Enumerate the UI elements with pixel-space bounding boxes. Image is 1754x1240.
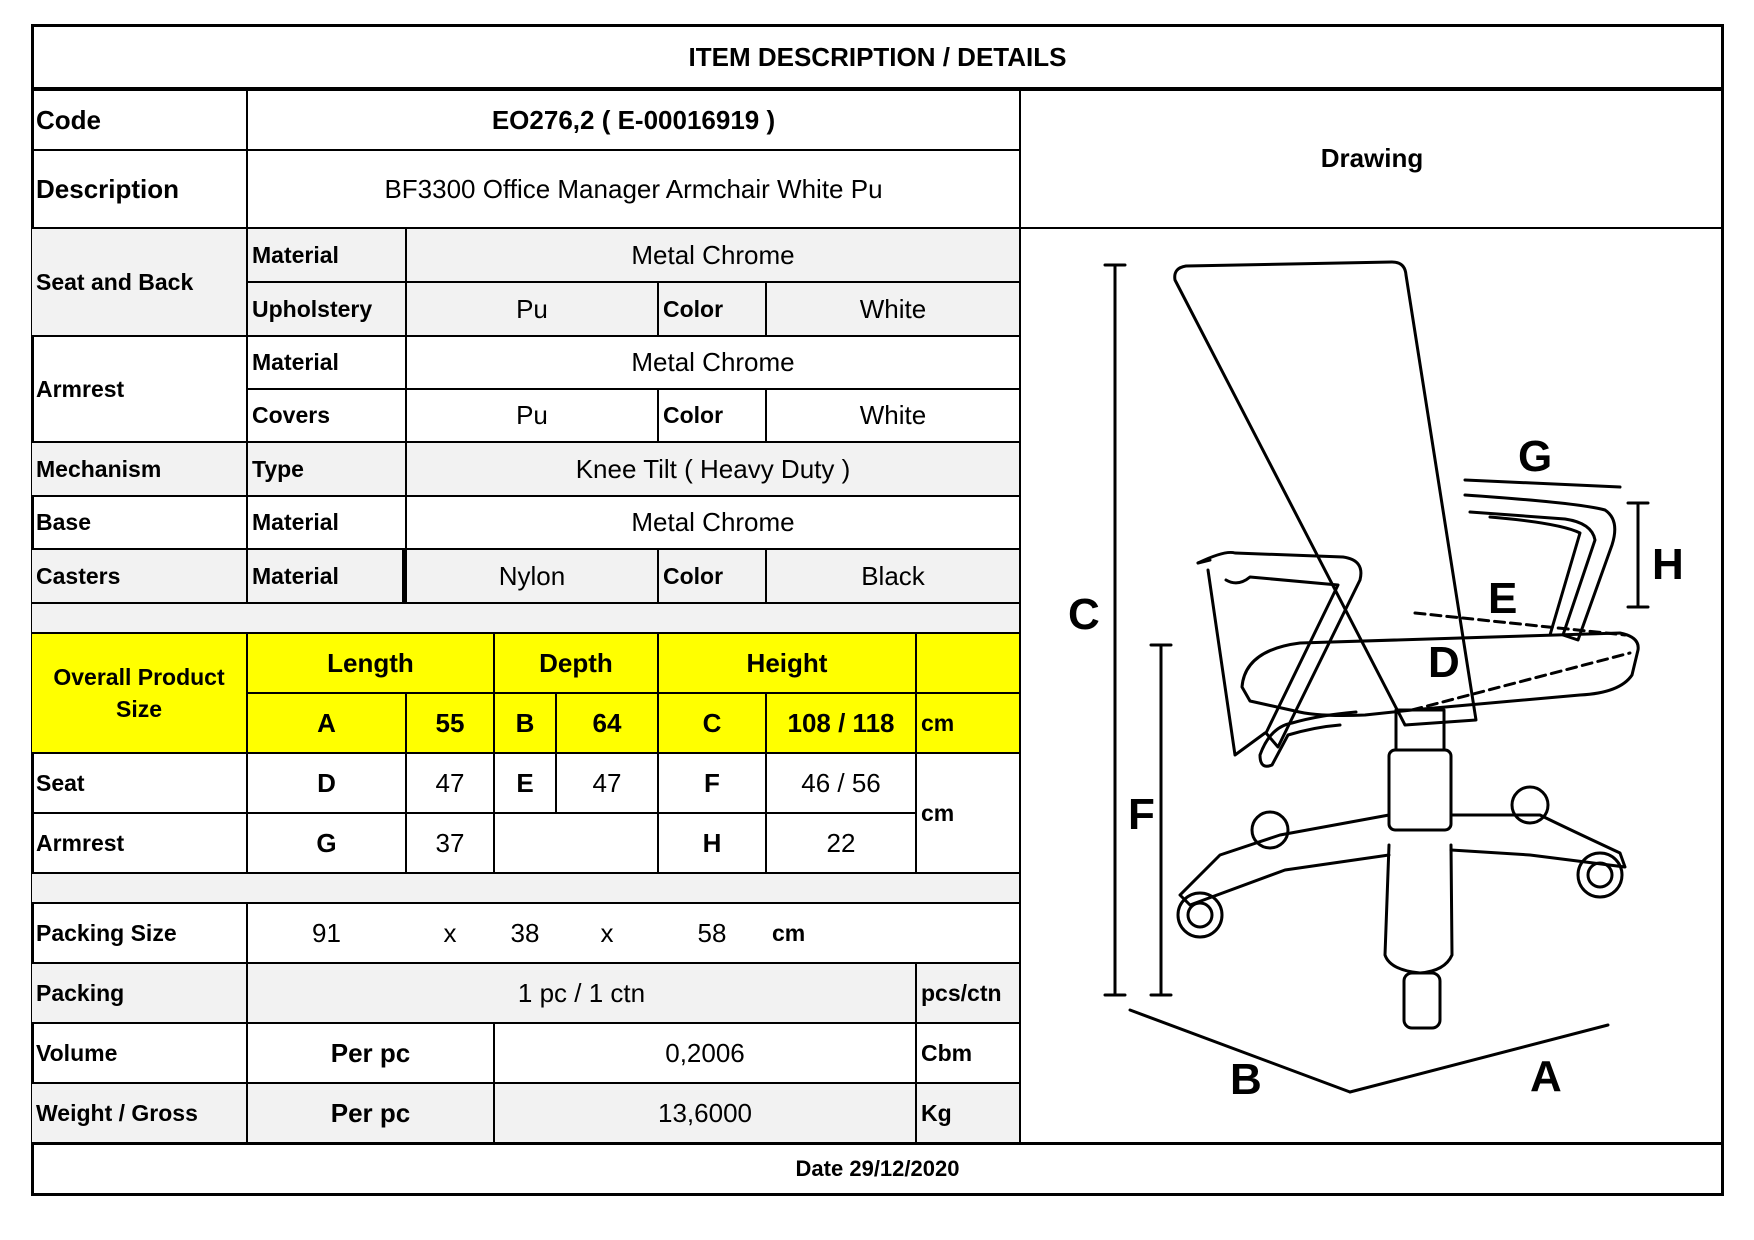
armrest-dims-label: Armrest xyxy=(31,813,247,873)
base-material-label: Material xyxy=(247,496,406,549)
length-header: Length xyxy=(247,633,494,693)
sheet-title: ITEM DESCRIPTION / DETAILS xyxy=(31,24,1724,90)
seat-dims-label: Seat xyxy=(31,753,247,813)
dim-c-letter: C xyxy=(658,693,766,753)
packing-size-unit: cm xyxy=(772,919,806,946)
date-footer: Date 29/12/2020 xyxy=(31,1143,1724,1196)
description-label: Description xyxy=(31,150,247,228)
armrest-material: Metal Chrome xyxy=(406,336,1020,389)
weight-label: Weight / Gross xyxy=(31,1083,247,1143)
casters-color: Black xyxy=(766,549,1020,603)
packing-x2: x xyxy=(600,917,614,948)
height-header: Height xyxy=(658,633,916,693)
packing-unit: pcs/ctn xyxy=(916,963,1020,1023)
code-value: EO276,2 ( E-00016919 ) xyxy=(247,90,1020,150)
drawing-label-g: G xyxy=(1518,432,1553,481)
dim-b-value: 64 xyxy=(556,693,658,753)
casters-label: Casters xyxy=(31,549,247,603)
armrest-empty-cell xyxy=(494,813,658,873)
spacer-row-2 xyxy=(31,873,1020,903)
dim-g-value: 37 xyxy=(406,813,494,873)
overall-size-label: Overall Product Size xyxy=(31,633,247,753)
packing-size-label: Packing Size xyxy=(31,903,247,963)
packing-width: 38 xyxy=(510,917,540,948)
weight-per: Per pc xyxy=(247,1083,494,1143)
overall-unit: cm xyxy=(916,693,1020,753)
packing-value: 1 pc / 1 ctn xyxy=(247,963,916,1023)
dim-d-letter: D xyxy=(247,753,406,813)
volume-per: Per pc xyxy=(247,1023,494,1083)
armrest-covers: Pu xyxy=(406,389,658,442)
packing-x1: x xyxy=(443,917,457,948)
volume-value: 0,2006 xyxy=(494,1023,916,1083)
seat-armrest-unit: cm xyxy=(916,753,1020,873)
armrest-color-label: Color xyxy=(658,389,766,442)
depth-header: Depth xyxy=(494,633,658,693)
weight-unit: Kg xyxy=(916,1083,1020,1143)
base-material: Metal Chrome xyxy=(406,496,1020,549)
spacer-row xyxy=(31,603,1020,633)
drawing-label-h: H xyxy=(1652,540,1684,589)
dim-h-letter: H xyxy=(658,813,766,873)
casters-material-label: Material xyxy=(247,549,406,603)
weight-value: 13,6000 xyxy=(494,1083,916,1143)
seat-back-material-label: Material xyxy=(247,228,406,282)
mechanism-type-label: Type xyxy=(247,442,406,496)
description-value: BF3300 Office Manager Armchair White Pu xyxy=(247,150,1020,228)
seat-back-label: Seat and Back xyxy=(31,228,247,336)
chair-drawing xyxy=(1060,255,1680,1125)
drawing-label-a: A xyxy=(1530,1052,1562,1101)
drawing-label-f: F xyxy=(1128,790,1155,839)
dim-h-value: 22 xyxy=(766,813,916,873)
packing-length: 91 xyxy=(312,917,341,948)
dim-c-value: 108 / 118 xyxy=(766,693,916,753)
overall-empty-cell xyxy=(916,633,1020,693)
armrest-color: White xyxy=(766,389,1020,442)
drawing-label-d: D xyxy=(1428,638,1460,687)
dim-f-letter: F xyxy=(658,753,766,813)
base-label: Base xyxy=(31,496,247,549)
seat-back-color-label: Color xyxy=(658,282,766,336)
code-label: Code xyxy=(31,90,247,150)
armrest-label: Armrest xyxy=(31,336,247,442)
seat-back-upholstery: Pu xyxy=(406,282,658,336)
dim-b-letter: B xyxy=(494,693,556,753)
dim-d-value: 47 xyxy=(406,753,494,813)
casters-material: Nylon xyxy=(406,549,658,603)
seat-back-material: Metal Chrome xyxy=(406,228,1020,282)
mechanism-label: Mechanism xyxy=(31,442,247,496)
drawing-label-c: C xyxy=(1068,590,1100,639)
dim-f-value: 46 / 56 xyxy=(766,753,916,813)
drawing-label-e: E xyxy=(1488,574,1518,623)
dim-g-letter: G xyxy=(247,813,406,873)
volume-unit: Cbm xyxy=(916,1023,1020,1083)
mechanism-type: Knee Tilt ( Heavy Duty ) xyxy=(406,442,1020,496)
casters-color-label: Color xyxy=(658,549,766,603)
dim-e-letter: E xyxy=(494,753,556,813)
dim-a-letter: A xyxy=(247,693,406,753)
armrest-material-label: Material xyxy=(247,336,406,389)
seat-back-color: White xyxy=(766,282,1020,336)
drawing-label: Drawing xyxy=(1020,90,1724,228)
seat-back-upholstery-label: Upholstery xyxy=(247,282,406,336)
packing-label: Packing xyxy=(31,963,247,1023)
packing-height: 58 xyxy=(697,917,727,948)
armrest-covers-label: Covers xyxy=(247,389,406,442)
volume-label: Volume xyxy=(31,1023,247,1083)
dim-e-value: 47 xyxy=(556,753,658,813)
dim-a-value: 55 xyxy=(406,693,494,753)
drawing-label-b: B xyxy=(1230,1055,1262,1104)
